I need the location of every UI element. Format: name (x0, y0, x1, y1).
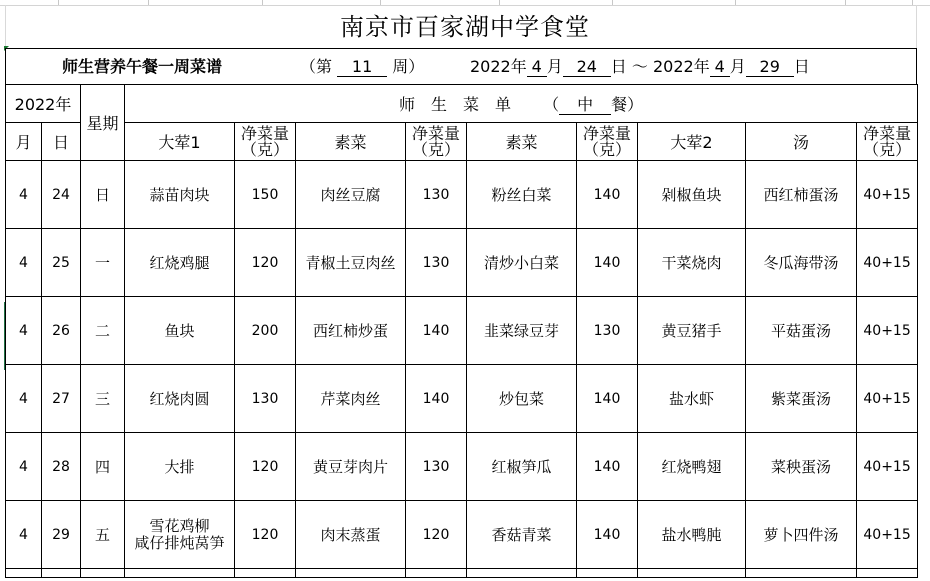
empty-cell[interactable] (235, 569, 296, 578)
empty-cell[interactable] (577, 569, 638, 578)
weight-cell[interactable]: 130 (406, 161, 467, 229)
date-range (470, 49, 810, 85)
year-cell[interactable]: 2022年 (6, 85, 81, 123)
empty-cell[interactable] (406, 569, 467, 578)
weekday-cell[interactable]: 三 (81, 365, 125, 433)
menu-table (5, 84, 918, 578)
week-info (300, 49, 424, 85)
weight3-header[interactable]: 净菜量（克） (577, 123, 638, 161)
main1-cell[interactable]: 红烧肉圆 (125, 365, 235, 433)
sheet-title[interactable]: 南京市百家湖中学食堂 (340, 13, 590, 41)
veg2-cell[interactable]: 香菇青菜 (467, 501, 577, 569)
start-month: 4 (527, 58, 547, 77)
meal-open: （ (543, 95, 560, 114)
month-cell[interactable]: 4 (6, 433, 42, 501)
weight-cell[interactable]: 130 (406, 229, 467, 297)
main1-cell[interactable]: 红烧鸡腿 (125, 229, 235, 297)
weight-cell[interactable]: 140 (577, 365, 638, 433)
month-cell[interactable]: 4 (6, 161, 42, 229)
meal-close: 餐） (611, 95, 644, 114)
weight-cell[interactable]: 130 (577, 297, 638, 365)
month-cell[interactable]: 4 (6, 365, 42, 433)
start-year: 2022年 (470, 57, 527, 76)
end-year: 2022年 (652, 57, 710, 76)
main2-cell[interactable]: 红烧鸭翅 (638, 433, 746, 501)
main2-cell[interactable]: 黄豆猪手 (638, 297, 746, 365)
soup-cell[interactable]: 西红柿蛋汤 (746, 161, 857, 229)
weight4-header[interactable]: 净菜量（克） (857, 123, 918, 161)
table-row (6, 297, 918, 365)
column-header-row (6, 123, 918, 161)
weight-cell[interactable]: 120 (406, 501, 467, 569)
weight-cell[interactable]: 140 (577, 433, 638, 501)
meal-type: 中 (559, 96, 611, 115)
day-header[interactable]: 日 (42, 123, 81, 161)
weekday-cell[interactable]: 四 (81, 433, 125, 501)
weight-cell[interactable]: 120 (235, 501, 296, 569)
empty-cell[interactable] (125, 569, 235, 578)
table-row (6, 433, 918, 501)
main1-line: 雪花鸡柳 (149, 516, 210, 535)
veg1-cell[interactable]: 芹菜肉丝 (296, 365, 406, 433)
menu-header-row[interactable] (5, 48, 917, 84)
week-prefix: （第 (300, 57, 333, 76)
soup-header[interactable]: 汤 (746, 123, 857, 161)
weight-cell[interactable]: 140 (406, 297, 467, 365)
weight2-header[interactable]: 净菜量（克） (406, 123, 467, 161)
main2-header[interactable]: 大荤2 (638, 123, 746, 161)
menu-label: 师生营养午餐一周菜谱 (62, 57, 223, 76)
main1-header[interactable]: 大荤1 (125, 123, 235, 161)
veg1-header[interactable]: 素菜 (296, 123, 406, 161)
range-separator: ～ (631, 57, 648, 76)
main1-cell[interactable]: 大排 (125, 433, 235, 501)
week-number: 11 (337, 58, 387, 77)
veg1-cell[interactable]: 黄豆芽肉片 (296, 433, 406, 501)
weight-cell[interactable]: 40+15 (857, 229, 918, 297)
soup-cell[interactable]: 菜秧蛋汤 (746, 433, 857, 501)
day-cell[interactable]: 25 (42, 229, 81, 297)
weekday-cell[interactable]: 二 (81, 297, 125, 365)
weight-cell[interactable]: 130 (235, 365, 296, 433)
end-day: 29 (746, 58, 794, 77)
veg2-header[interactable]: 素菜 (467, 123, 577, 161)
weight-cell[interactable]: 200 (235, 297, 296, 365)
weight-cell[interactable]: 40+15 (857, 501, 918, 569)
week-suffix: 周） (392, 57, 425, 76)
main1-cell[interactable]: 鱼块 (125, 297, 235, 365)
veg2-cell[interactable]: 粉丝白菜 (467, 161, 577, 229)
empty-cell[interactable] (746, 569, 857, 578)
table-row-partial (6, 569, 918, 578)
month-cell[interactable]: 4 (6, 501, 42, 569)
weight-cell[interactable]: 140 (406, 365, 467, 433)
veg2-cell[interactable]: 炒包菜 (467, 365, 577, 433)
main2-cell[interactable]: 盐水虾 (638, 365, 746, 433)
weight-cell[interactable]: 140 (577, 161, 638, 229)
day-cell[interactable]: 24 (42, 161, 81, 229)
empty-cell[interactable] (467, 569, 577, 578)
menu-title: 师 生 菜 单 (398, 95, 511, 114)
soup-cell[interactable]: 平菇蛋汤 (746, 297, 857, 365)
weight-cell[interactable]: 40+15 (857, 433, 918, 501)
day-cell[interactable]: 26 (42, 297, 81, 365)
month-char: 月 (546, 57, 563, 76)
table-row (6, 365, 918, 433)
veg1-cell[interactable]: 肉丝豆腐 (296, 161, 406, 229)
month-char: 月 (729, 57, 746, 76)
weekday-header[interactable]: 星期 (81, 85, 125, 161)
main2-cell[interactable]: 盐水鸭肫 (638, 501, 746, 569)
soup-cell[interactable]: 冬瓜海带汤 (746, 229, 857, 297)
weight-cell[interactable]: 150 (235, 161, 296, 229)
menu-title-cell[interactable] (125, 85, 918, 123)
weekday-cell[interactable]: 日 (81, 161, 125, 229)
weekday-cell[interactable]: 一 (81, 229, 125, 297)
main2-cell[interactable]: 干菜烧肉 (638, 229, 746, 297)
table-header-row (6, 85, 918, 123)
table-row (6, 161, 918, 229)
month-cell[interactable]: 4 (6, 297, 42, 365)
day-char: 日 (610, 57, 627, 76)
soup-cell[interactable]: 紫菜蛋汤 (746, 365, 857, 433)
weight-cell[interactable]: 40+15 (857, 365, 918, 433)
start-day: 24 (563, 58, 611, 77)
end-month: 4 (710, 58, 730, 77)
veg1-cell[interactable]: 青椒土豆肉丝 (296, 229, 406, 297)
weight-cell[interactable]: 140 (577, 229, 638, 297)
month-cell[interactable]: 4 (6, 229, 42, 297)
soup-cell[interactable]: 萝卜四件汤 (746, 501, 857, 569)
empty-cell[interactable] (42, 569, 81, 578)
weight-cell[interactable]: 130 (406, 433, 467, 501)
empty-cell[interactable] (857, 569, 918, 578)
weight-cell[interactable]: 40+15 (857, 161, 918, 229)
veg2-cell[interactable]: 韭菜绿豆芽 (467, 297, 577, 365)
weight1-header[interactable]: 净菜量（克） (235, 123, 296, 161)
main1-line: 咸仔排炖莴笋 (134, 533, 225, 552)
day-cell[interactable]: 29 (42, 501, 81, 569)
empty-cell[interactable] (6, 569, 42, 578)
veg2-cell[interactable]: 清炒小白菜 (467, 229, 577, 297)
weight-cell[interactable]: 140 (577, 501, 638, 569)
weight-cell[interactable]: 40+15 (857, 297, 918, 365)
weight-cell[interactable]: 120 (235, 433, 296, 501)
veg1-cell[interactable]: 西红柿炒蛋 (296, 297, 406, 365)
weekday-cell[interactable]: 五 (81, 501, 125, 569)
veg2-cell[interactable]: 红椒笋瓜 (467, 433, 577, 501)
empty-cell[interactable] (81, 569, 125, 578)
table-row (6, 229, 918, 297)
empty-cell[interactable] (296, 569, 406, 578)
month-header[interactable]: 月 (6, 123, 42, 161)
empty-cell[interactable] (638, 569, 746, 578)
weight-cell[interactable]: 120 (235, 229, 296, 297)
main1-cell[interactable] (125, 501, 235, 569)
day-char: 日 (793, 57, 810, 76)
main1-cell[interactable]: 蒜苗肉块 (125, 161, 235, 229)
day-cell[interactable]: 28 (42, 433, 81, 501)
main2-cell[interactable]: 剁椒鱼块 (638, 161, 746, 229)
veg1-cell[interactable]: 肉末蒸蛋 (296, 501, 406, 569)
table-row (6, 501, 918, 569)
day-cell[interactable]: 27 (42, 365, 81, 433)
